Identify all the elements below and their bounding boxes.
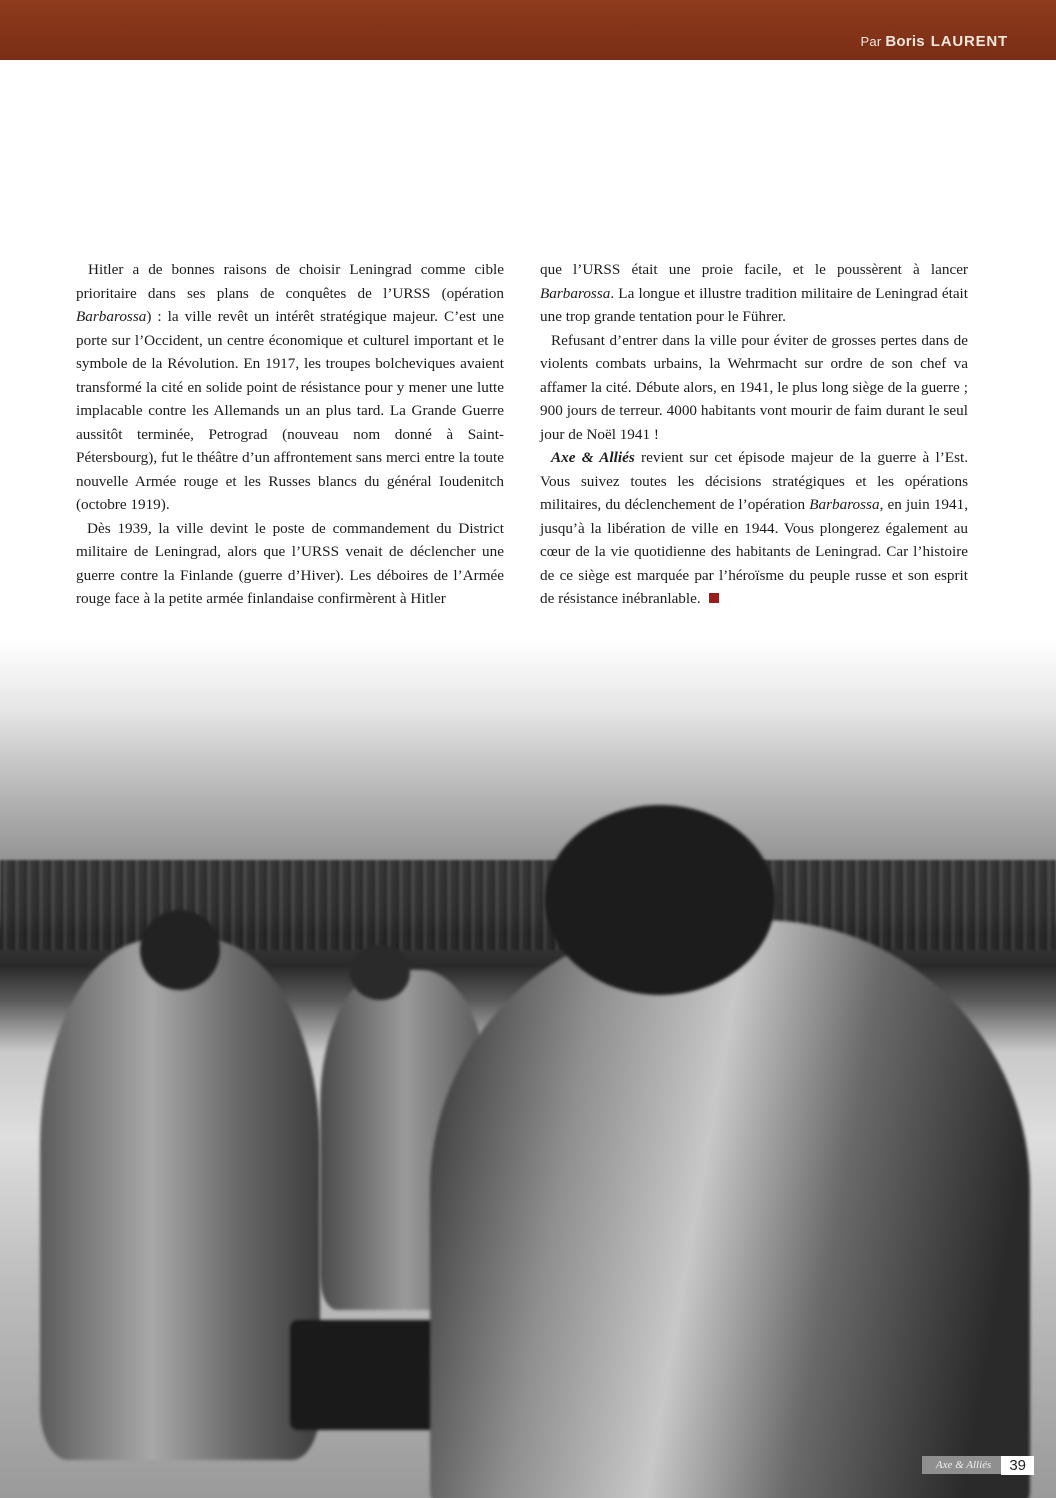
paragraph [76,258,504,517]
article-column-right [540,258,968,698]
magazine-title: Axe & Alliés [551,449,635,466]
page-footer [922,1454,1034,1476]
italic-term: Barbarossa [809,496,880,513]
footer-magazine-name: Axe & Alliés [922,1456,1001,1474]
paragraph [540,258,968,329]
soldier-head-middle [350,945,410,1000]
paragraph [540,329,968,447]
paragraph [540,446,968,611]
italic-term: Barbarossa [540,284,611,302]
paragraph-text: ) : la ville revêt un intérêt stratégique majeur. C’est une porte sur l’Occident, un centre économique et culturel important et le symbole de la Révolution. En 1917, les troupes bolcheviques avaient transformé la cité en solide point de résistance pour y mener une lutte implacable contre les Allemands un an plus tard. La Grande Guerre aussitôt terminée, Petrograd (nouveau nom donné à Saint-Pétersbourg), fut le théâtre d’un affrontement sans merci entre la toute nouvelle Armée rouge et les Russes blancs du général Ioudenitch (octobre 1919). [76,308,504,513]
paragraph-text: , en juin 1941, jusqu’à la libération de ville en 1944. Vous plongerez également au cœur de la vie quotidienne des habitants de Leningrad. Car l’histoire de ce siège est marquée par l’héroïsme du peuple russe et son esprit de résistance inébranlable. [540,496,968,607]
soldier-figure-left [40,940,320,1460]
paragraph-text: Hitler a de bonnes raisons de choisir Leningrad comme cible prioritaire dans ses plans de conquêtes de l’URSS (opération [76,261,504,302]
paragraph [76,517,504,611]
byline-prefix: Par [860,34,882,49]
italic-term: Barbarossa [76,308,147,325]
soldier-head-left [140,910,220,990]
author-last-name: LAURENT [930,33,1008,50]
soldiers-photo [0,640,1056,1498]
paragraph-text: . La longue et illustre tradition militaire de Leningrad était une trop grande tentation pour le Führer. [540,284,968,325]
author-first-name: Boris [885,33,925,50]
end-of-article-icon [709,593,719,603]
soldier-figure-foreground [430,920,1030,1498]
page-number: 39 [1001,1456,1034,1475]
soldier-head-foreground [545,805,775,995]
header-bar [0,0,1056,60]
article-column-left [76,258,504,698]
paragraph-text: Dès 1939, la ville devint le poste de commandement du District militaire de Leningrad, alors que l’URSS venait de déclencher une guerre contre la Finlande (guerre d’Hiver). Les déboires de l’Armée rouge face à la petite armée finlandaise confirmèrent à Hitler [76,519,504,607]
paragraph-text: que l’URSS était une proie facile, et le poussèrent à lancer [540,261,968,278]
paragraph-text: revient sur cet épisode majeur de la guerre à l’Est. Vous suivez toutes les décisions stratégiques et les opérations militaires, du déclenchement de l’opération [540,449,968,513]
byline [861,33,1008,50]
paragraph-text: Refusant d’entrer dans la ville pour éviter de grosses pertes dans de violents combats urbains, la Wehrmacht sur ordre de son chef va affamer la cité. Débute alors, en 1941, le plus long siège de la guerre ; 900 jours de terreur. 4000 habitants vont mourir de faim durant le seul jour de Noël 1941 ! [540,331,968,443]
article-body [76,258,968,698]
